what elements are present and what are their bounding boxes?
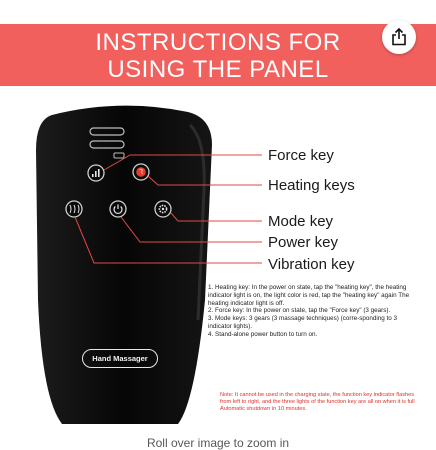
note-heating: 1. Heating key: In the power on state, tap the "heating key", the heating indicator light is on, the light color is red, tap the "heating key" again The heating indicator light is off.	[208, 284, 410, 307]
mode-gear-icon	[155, 201, 171, 217]
zoom-caption: Roll over image to zoom in	[146, 436, 290, 450]
label-force-key: Force key	[268, 147, 334, 164]
share-button[interactable]	[382, 20, 416, 54]
charging-warning: Note: It cannot be used in the charging state, the function key indicator flashes from left to right, and the three lights of the function key are all on when it is full Automatic shutdown in 10 minutes.	[220, 392, 415, 412]
note-power: 4. Stand-alone power button to turn on.	[208, 330, 318, 338]
label-power-key: Power key	[268, 234, 339, 251]
label-vibration-key: Vibration key	[268, 256, 355, 273]
power-icon	[110, 201, 126, 217]
heat-icon	[133, 164, 149, 180]
instruction-notes	[208, 284, 418, 339]
banner-title-line-1: INSTRUCTIONS FOR	[95, 29, 341, 56]
note-mode: 3. Mode keys: 3 gears (3 massage techniques) (corre-sponding to 3 indicator lights).	[208, 315, 398, 330]
note-force: 2. Force key: In the power on state, tap the "Force key" (3 gears).	[208, 307, 391, 315]
vibration-icon	[66, 201, 82, 217]
label-heating-keys: Heating keys	[268, 177, 355, 194]
share-icon	[391, 28, 407, 46]
label-mode-key: Mode key	[268, 213, 334, 230]
banner-title-line-2: USING THE PANEL	[107, 56, 329, 83]
force-icon	[88, 165, 104, 181]
brand-label: Hand Massager	[82, 349, 158, 368]
